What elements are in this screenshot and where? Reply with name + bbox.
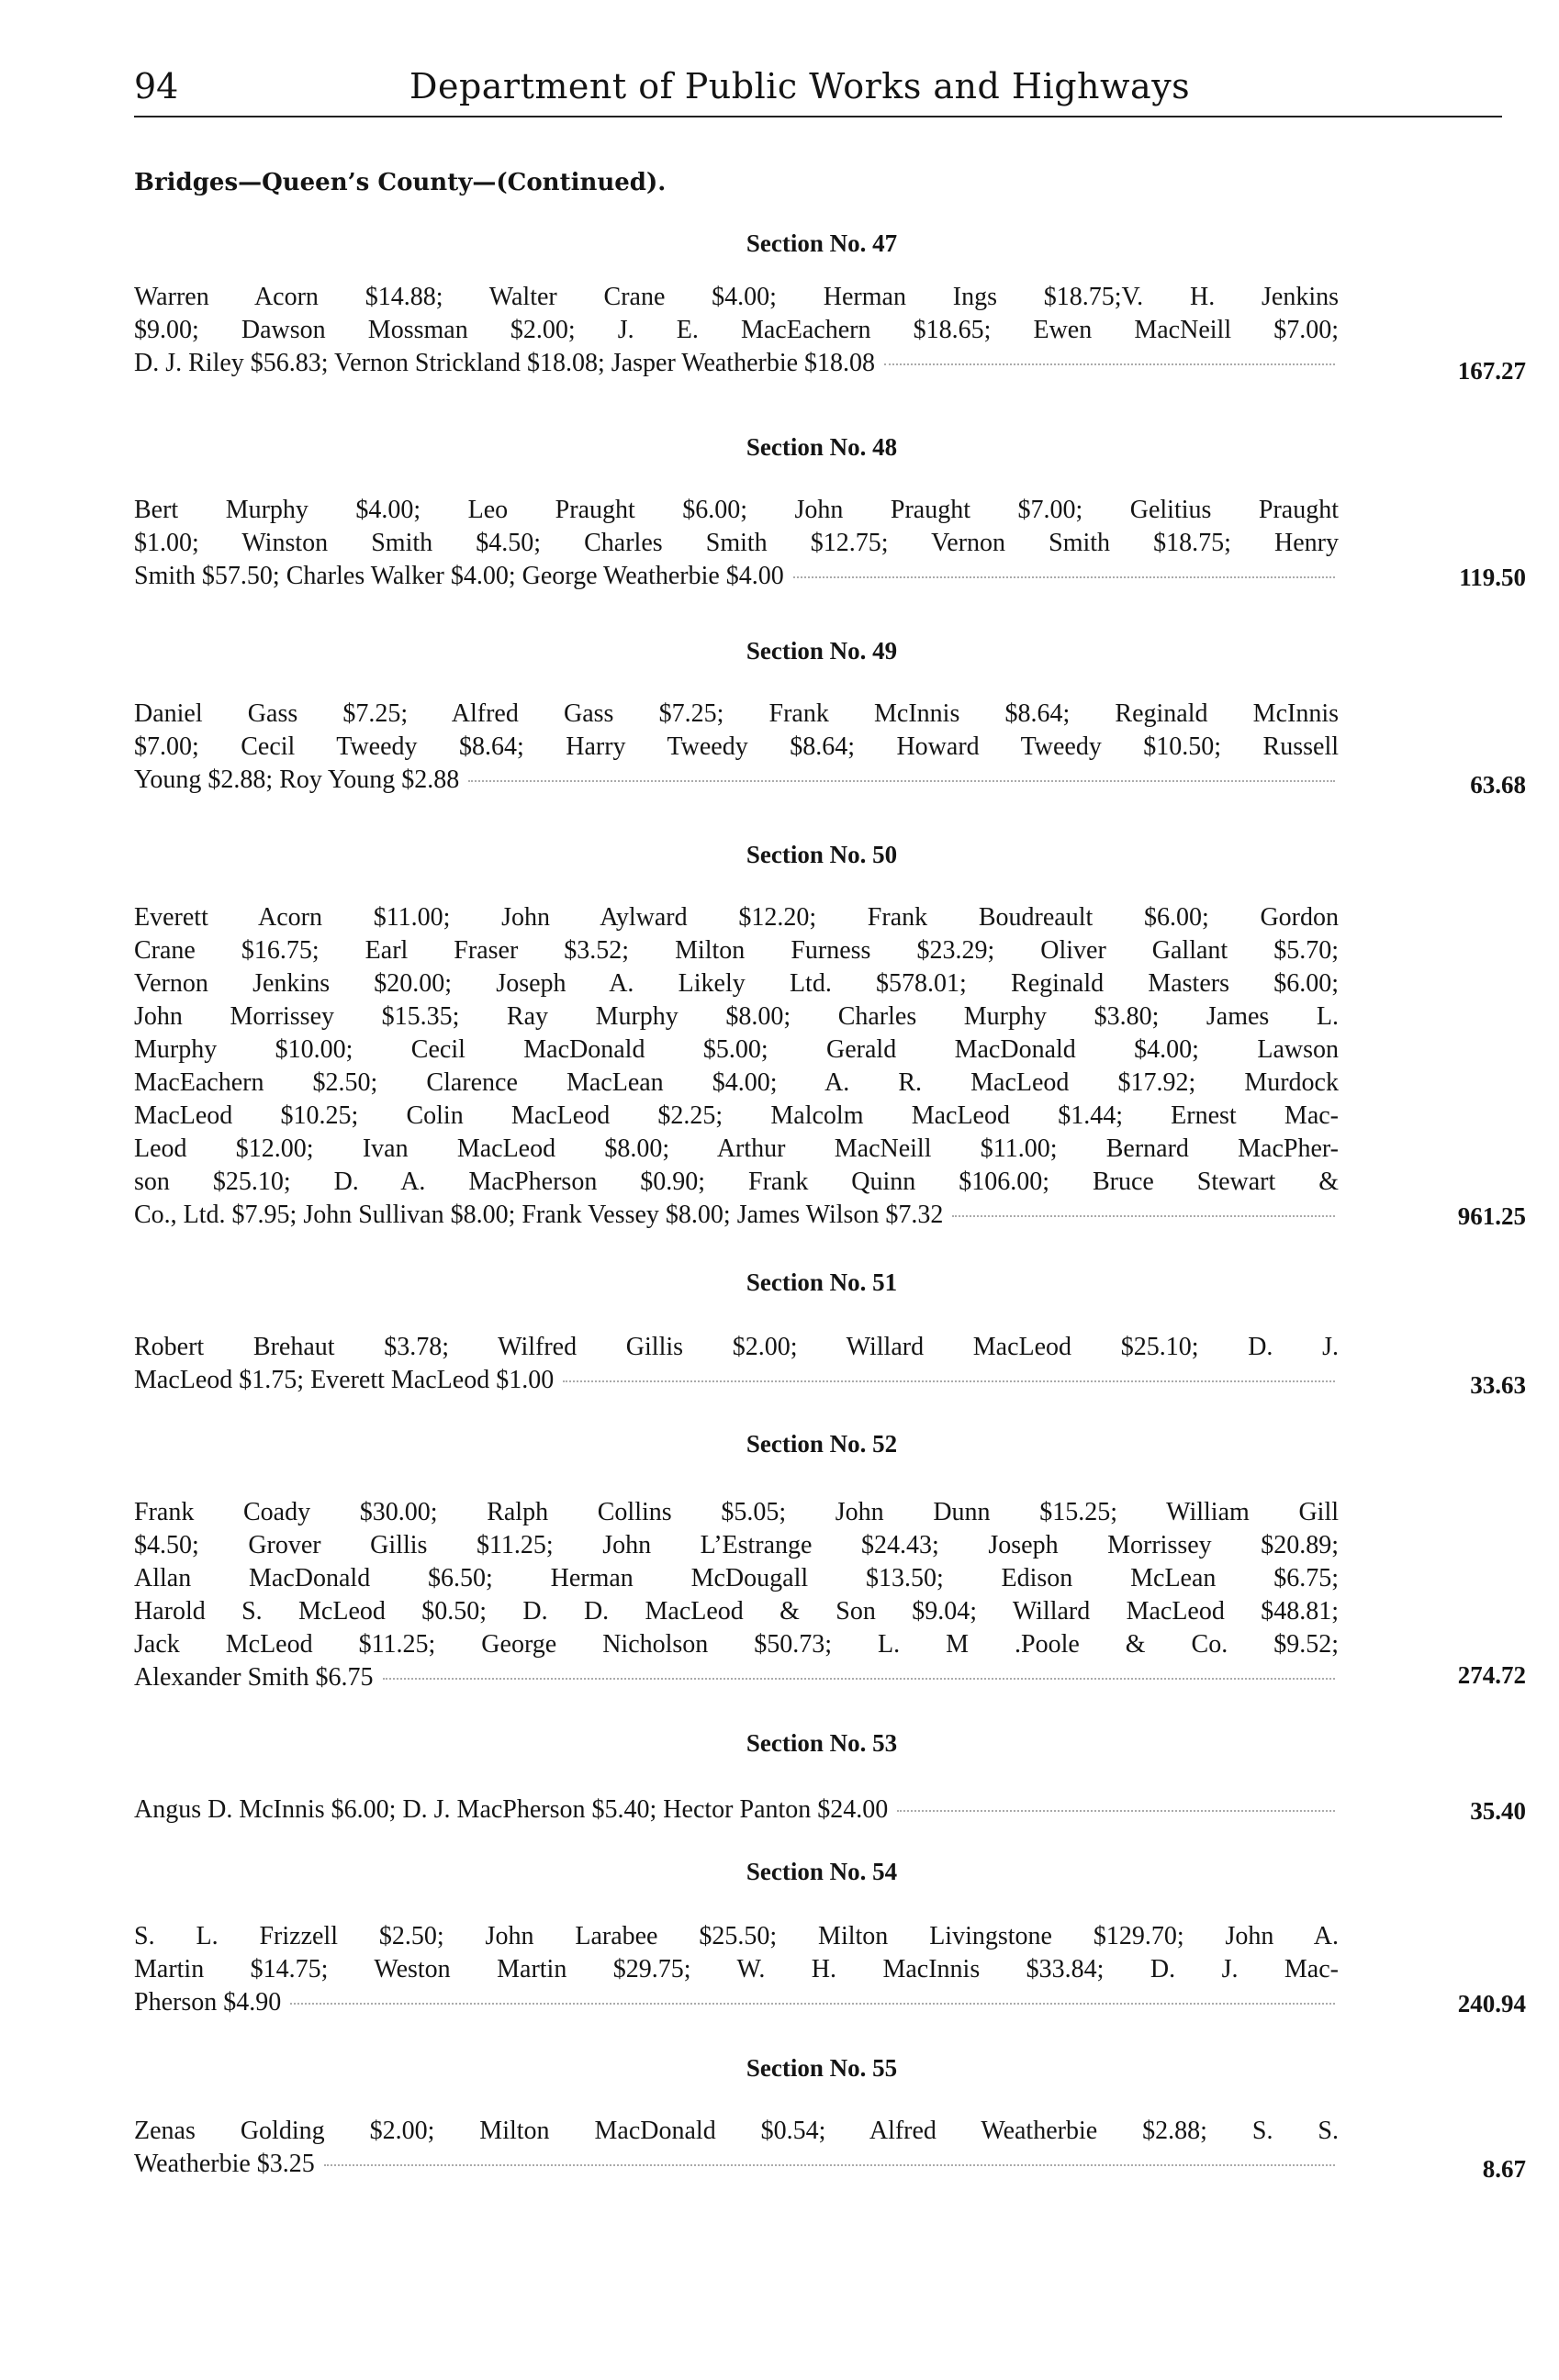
entry-line: Leod $12.00; Ivan MacLeod $8.00; Arthur MacNeill $11.00; Bernard MacPher- (134, 1134, 1339, 1163)
section-entries (134, 281, 1339, 380)
section-title: Section No. 51 (746, 1268, 898, 1296)
dot-leader (383, 1678, 1335, 1680)
dot-leader (290, 2003, 1335, 2005)
entry-line: Pherson $4.90 (134, 1988, 282, 2017)
entry-line: MacLeod $1.75; Everett MacLeod $1.00 (134, 1366, 555, 1394)
entry-line: $4.50; Grover Gillis $11.25; John L’Estrange $24.43; Joseph Morrissey $20.89; (134, 1531, 1339, 1559)
section-total: 63.68 (1470, 771, 1526, 799)
entry-line: Warren Acorn $14.88; Walter Crane $4.00; Herman Ings $18.75;V. H. Jenkins (134, 283, 1339, 311)
entry-line-final (134, 2148, 1339, 2181)
section-entries (134, 1920, 1339, 2019)
section-entries (134, 1793, 1339, 1827)
entry-line: Smith $57.50; Charles Walker $4.00; George Weatherbie $4.00 (134, 562, 784, 590)
section-entries (134, 494, 1339, 593)
entry-line: Vernon Jenkins $20.00; Joseph A. Likely Ltd. $578.01; Reginald Masters $6.00; (134, 969, 1339, 998)
section-entries (134, 698, 1339, 797)
entry-line: MacLeod $10.25; Colin MacLeod $2.25; Malcolm MacLeod $1.44; Ernest Mac- (134, 1101, 1339, 1130)
section-total: 119.50 (1459, 564, 1526, 591)
entry-line: $9.00; Dawson Mossman $2.00; J. E. MacEachern $18.65; Ewen MacNeill $7.00; (134, 316, 1339, 344)
entry-line-final (134, 764, 1339, 797)
entry-line: Murphy $10.00; Cecil MacDonald $5.00; Gerald MacDonald $4.00; Lawson (134, 1035, 1339, 1064)
section-title: Section No. 49 (746, 637, 898, 665)
page-header (134, 57, 1502, 117)
entry-line: Young $2.88; Roy Young $2.88 (134, 765, 460, 794)
section-title: Section No. 47 (746, 229, 898, 257)
entry-line-final (134, 1793, 1339, 1827)
entry-line-final (134, 1199, 1339, 1232)
entry-line: Robert Brehaut $3.78; Wilfred Gillis $2.00; Willard MacLeod $25.10; D. J. (134, 1333, 1339, 1361)
running-title: Department of Public Works and Highways (409, 66, 1191, 106)
entry-line-final (134, 1986, 1339, 2019)
section-entries (134, 1496, 1339, 1694)
page-number: 94 (134, 66, 179, 106)
entry-line: John Morrissey $15.35; Ray Murphy $8.00; Charles Murphy $3.80; James L. (134, 1002, 1339, 1031)
section-total: 274.72 (1457, 1661, 1526, 1689)
section-entries (134, 1331, 1339, 1397)
section-total: 167.27 (1457, 357, 1526, 385)
entry-line-final (134, 1364, 1339, 1397)
section-title: Section No. 53 (746, 1729, 898, 1757)
section-total: 961.25 (1457, 1202, 1526, 1230)
dot-leader (324, 2164, 1335, 2166)
dot-leader (897, 1810, 1335, 1812)
entry-line: D. J. Riley $56.83; Vernon Strickland $18.08; Jasper Weatherbie $18.08 (134, 349, 876, 377)
entry-line: Angus D. McInnis $6.00; D. J. MacPherson $5.40; Hector Panton $24.00 (134, 1795, 889, 1824)
entry-line-final (134, 1661, 1339, 1694)
section-title: Section No. 55 (746, 2054, 898, 2082)
entry-line: son $25.10; D. A. MacPherson $0.90; Frank Quinn $106.00; Bruce Stewart & (134, 1168, 1339, 1196)
entry-line: Jack McLeod $11.25; George Nicholson $50.73; L. M .Poole & Co. $9.52; (134, 1630, 1339, 1659)
dot-leader (563, 1380, 1335, 1382)
entry-line: $1.00; Winston Smith $4.50; Charles Smith $12.75; Vernon Smith $18.75; Henry (134, 529, 1339, 557)
entry-line-final (134, 560, 1339, 593)
section-total: 8.67 (1482, 2155, 1526, 2183)
entry-line: Weatherbie $3.25 (134, 2150, 315, 2178)
entry-line: Frank Coady $30.00; Ralph Collins $5.05; John Dunn $15.25; William Gill (134, 1498, 1339, 1526)
section-total: 35.40 (1470, 1797, 1526, 1825)
entry-line: Alexander Smith $6.75 (134, 1663, 374, 1692)
subheading: Bridges—Queen’s County—(Continued). (134, 169, 667, 196)
entry-line: Allan MacDonald $6.50; Herman McDougall $13.50; Edison McLean $6.75; (134, 1564, 1339, 1592)
entry-line: Everett Acorn $11.00; John Aylward $12.20; Frank Boudreault $6.00; Gordon (134, 903, 1339, 932)
entry-line: MacEachern $2.50; Clarence MacLean $4.00; A. R. MacLeod $17.92; Murdock (134, 1068, 1339, 1097)
dot-leader (884, 363, 1335, 365)
section-title: Section No. 48 (746, 433, 898, 461)
entry-line: S. L. Frizzell $2.50; John Larabee $25.50; Milton Livingstone $129.70; John A. (134, 1922, 1339, 1950)
entry-line: Crane $16.75; Earl Fraser $3.52; Milton Furness $23.29; Oliver Gallant $5.70; (134, 936, 1339, 965)
entry-line-final (134, 347, 1339, 380)
section-title: Section No. 52 (746, 1430, 898, 1458)
dot-leader (793, 576, 1335, 578)
entry-line: Co., Ltd. $7.95; John Sullivan $8.00; Frank Vessey $8.00; James Wilson $7.32 (134, 1201, 944, 1229)
entry-line: $7.00; Cecil Tweedy $8.64; Harry Tweedy $8.64; Howard Tweedy $10.50; Russell (134, 732, 1339, 761)
section-title: Section No. 50 (746, 841, 898, 868)
section-title: Section No. 54 (746, 1858, 898, 1885)
entry-line: Martin $14.75; Weston Martin $29.75; W. H. MacInnis $33.84; D. J. Mac- (134, 1955, 1339, 1983)
entry-line: Harold S. McLeod $0.50; D. D. MacLeod & Son $9.04; Willard MacLeod $48.81; (134, 1597, 1339, 1626)
dot-leader (952, 1215, 1335, 1217)
section-total: 240.94 (1457, 1990, 1526, 2017)
section-entries (134, 901, 1339, 1232)
section-total: 33.63 (1470, 1371, 1526, 1399)
dot-leader (468, 780, 1335, 782)
entry-line: Zenas Golding $2.00; Milton MacDonald $0.54; Alfred Weatherbie $2.88; S. S. (134, 2117, 1339, 2145)
entry-line: Daniel Gass $7.25; Alfred Gass $7.25; Frank McInnis $8.64; Reginald McInnis (134, 699, 1339, 728)
entry-line: Bert Murphy $4.00; Leo Praught $6.00; John Praught $7.00; Gelitius Praught (134, 496, 1339, 524)
section-entries (134, 2115, 1339, 2181)
